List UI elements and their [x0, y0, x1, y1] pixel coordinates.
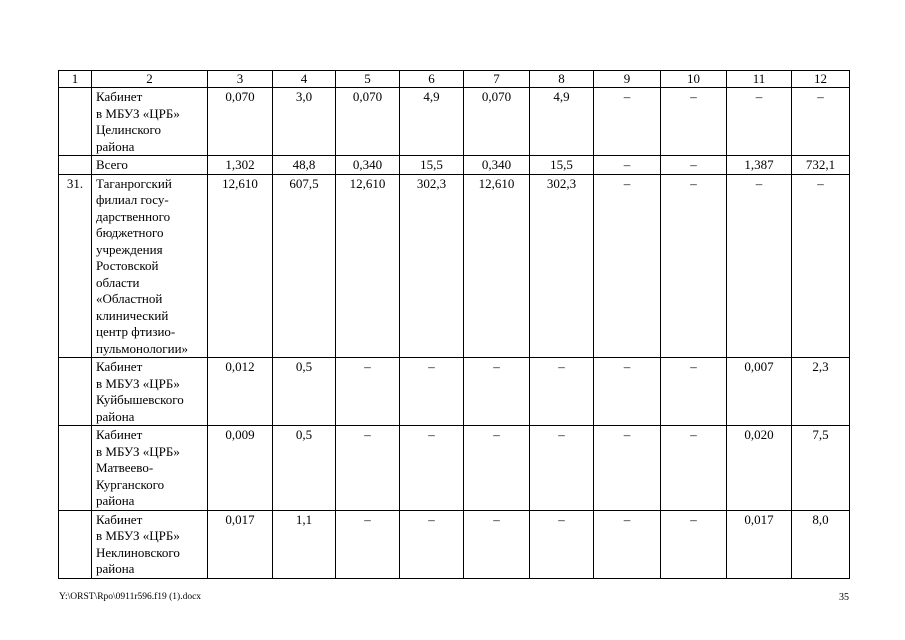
- row-name-line: области: [96, 274, 140, 290]
- cell-col-3: 0,012: [208, 358, 273, 426]
- row-name-line: района: [96, 561, 135, 576]
- cell-col-6: –: [400, 510, 464, 578]
- cell-col-4: 0,5: [273, 358, 336, 426]
- cell-col-10: –: [661, 174, 727, 358]
- table-row: [59, 88, 850, 156]
- cell-col-9: –: [594, 510, 661, 578]
- row-name-line: Кабинет: [96, 359, 143, 374]
- row-name-line: учреждения: [96, 241, 163, 257]
- column-header-12: 12: [792, 71, 850, 88]
- cell-col-6: –: [400, 358, 464, 426]
- cell-col-12: 2,3: [792, 358, 850, 426]
- row-number: [59, 510, 92, 578]
- cell-col-11: –: [727, 88, 792, 156]
- row-number: [59, 156, 92, 175]
- cell-col-11: 0,017: [727, 510, 792, 578]
- page-number: 35: [839, 592, 849, 603]
- column-header-11: 11: [727, 71, 792, 88]
- table-row: [59, 358, 850, 426]
- cell-col-3: 0,070: [208, 88, 273, 156]
- column-header-7: 7: [464, 71, 530, 88]
- row-name-line: Кабинет: [96, 511, 143, 527]
- cell-col-12: –: [792, 174, 850, 358]
- footer-file-path: Y:\ORST\Rpo\0911r596.f19 (1).docx: [59, 592, 202, 602]
- column-header-10: 10: [661, 71, 727, 88]
- cell-col-8: 4,9: [530, 88, 594, 156]
- column-header-5: 5: [336, 71, 400, 88]
- cell-col-10: –: [661, 510, 727, 578]
- row-name-line: в МБУЗ «ЦРБ»: [96, 443, 180, 459]
- table-body: [59, 71, 850, 579]
- cell-col-6: 302,3: [400, 174, 464, 358]
- cell-col-5: 0,340: [336, 156, 400, 175]
- cell-col-4: 1,1: [273, 510, 336, 578]
- row-name-line: Ростовской: [96, 258, 159, 273]
- row-name-line: района: [96, 138, 135, 154]
- row-number: [59, 426, 92, 511]
- cell-col-9: –: [594, 426, 661, 511]
- column-header-3: 3: [208, 71, 273, 88]
- row-name-line: «Областной: [96, 291, 163, 306]
- row-name: [92, 510, 208, 578]
- cell-col-10: –: [661, 156, 727, 175]
- cell-col-7: –: [464, 358, 530, 426]
- cell-col-5: –: [336, 426, 400, 511]
- cell-col-4: 3,0: [273, 88, 336, 156]
- row-name-line: Куйбышевского: [96, 392, 184, 407]
- row-name: [92, 426, 208, 511]
- column-header-6: 6: [400, 71, 464, 88]
- cell-col-4: 48,8: [273, 156, 336, 175]
- row-number: 31.: [59, 174, 92, 358]
- cell-col-8: –: [530, 510, 594, 578]
- row-name: [92, 156, 208, 175]
- table-header-row: [59, 71, 850, 88]
- cell-col-12: 8,0: [792, 510, 850, 578]
- row-name: [92, 88, 208, 156]
- cell-col-6: 4,9: [400, 88, 464, 156]
- row-name-line: филиал госу-: [96, 192, 169, 207]
- cell-col-12: 7,5: [792, 426, 850, 511]
- column-header-2: 2: [92, 71, 208, 88]
- cell-col-5: –: [336, 510, 400, 578]
- cell-col-3: 0,017: [208, 510, 273, 578]
- column-header-1: 1: [59, 71, 92, 88]
- table-row: [59, 426, 850, 511]
- cell-col-8: 302,3: [530, 174, 594, 358]
- row-name: [92, 358, 208, 426]
- cell-col-5: 0,070: [336, 88, 400, 156]
- row-name-line: дарственного: [96, 208, 171, 224]
- row-name-line: Всего: [96, 157, 128, 172]
- row-name: [92, 174, 208, 358]
- row-name-line: Кабинет: [96, 89, 143, 104]
- cell-col-6: –: [400, 426, 464, 511]
- table-row: [59, 156, 850, 175]
- cell-col-8: –: [530, 426, 594, 511]
- row-name-line: пульмонологии»: [96, 340, 189, 356]
- cell-col-11: 0,007: [727, 358, 792, 426]
- row-name-line: в МБУЗ «ЦРБ»: [96, 375, 180, 391]
- cell-col-12: –: [792, 88, 850, 156]
- row-name-line: бюджетного: [96, 225, 164, 240]
- row-name-line: Курганского: [96, 476, 165, 492]
- cell-col-10: –: [661, 358, 727, 426]
- cell-col-4: 0,5: [273, 426, 336, 511]
- cell-col-9: –: [594, 358, 661, 426]
- row-name-line: Таганрогский: [96, 175, 172, 191]
- row-name-line: клинический: [96, 307, 169, 323]
- row-name-line: Кабинет: [96, 427, 143, 442]
- row-number: [59, 358, 92, 426]
- cell-col-9: –: [594, 88, 661, 156]
- cell-col-3: 12,610: [208, 174, 273, 358]
- column-header-8: 8: [530, 71, 594, 88]
- cell-col-7: –: [464, 426, 530, 511]
- cell-col-10: –: [661, 88, 727, 156]
- cell-col-3: 1,302: [208, 156, 273, 175]
- cell-col-10: –: [661, 426, 727, 511]
- cell-col-9: –: [594, 156, 661, 175]
- cell-col-7: 0,070: [464, 88, 530, 156]
- row-name-line: в МБУЗ «ЦРБ»: [96, 105, 180, 121]
- column-header-9: 9: [594, 71, 661, 88]
- cell-col-6: 15,5: [400, 156, 464, 175]
- data-table: [58, 70, 850, 579]
- table-row: [59, 174, 850, 358]
- row-name-line: района: [96, 408, 135, 424]
- cell-col-8: –: [530, 358, 594, 426]
- row-name-line: Неклиновского: [96, 544, 180, 560]
- column-header-4: 4: [273, 71, 336, 88]
- row-name-line: Целинского: [96, 122, 161, 137]
- cell-col-11: 1,387: [727, 156, 792, 175]
- row-name-line: района: [96, 493, 135, 508]
- cell-col-9: –: [594, 174, 661, 358]
- cell-col-5: –: [336, 358, 400, 426]
- cell-col-7: 0,340: [464, 156, 530, 175]
- cell-col-12: 732,1: [792, 156, 850, 175]
- table-row: [59, 510, 850, 578]
- cell-col-4: 607,5: [273, 174, 336, 358]
- cell-col-8: 15,5: [530, 156, 594, 175]
- row-name-line: Матвеево-: [96, 460, 154, 475]
- cell-col-11: 0,020: [727, 426, 792, 511]
- cell-col-11: –: [727, 174, 792, 358]
- cell-col-7: –: [464, 510, 530, 578]
- cell-col-7: 12,610: [464, 174, 530, 358]
- row-number: [59, 88, 92, 156]
- row-name-line: центр фтизио-: [96, 324, 176, 339]
- row-name-line: в МБУЗ «ЦРБ»: [96, 528, 180, 543]
- cell-col-3: 0,009: [208, 426, 273, 511]
- cell-col-5: 12,610: [336, 174, 400, 358]
